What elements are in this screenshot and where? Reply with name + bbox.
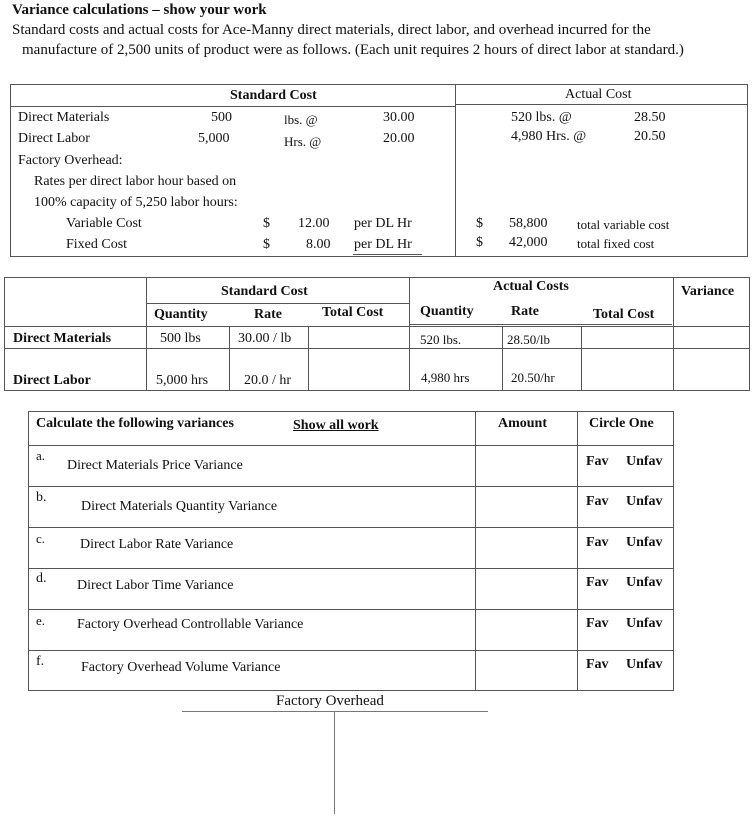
fav-option[interactable]: Fav	[586, 575, 609, 590]
variance-letter: c.	[36, 531, 46, 546]
variance-label: Direct Labor Time Variance	[77, 578, 234, 593]
variance-label: Factory Overhead Volume Variance	[81, 660, 281, 675]
table1-act-dl-rate: 20.50	[634, 129, 666, 144]
table1-dl-unit: Hrs. @	[284, 134, 322, 149]
table1-act-fix-label: total fixed cost	[577, 236, 655, 251]
table1-act-var-amt: 58,800	[509, 216, 548, 231]
unfav-option[interactable]: Unfav	[626, 494, 663, 509]
table1-dm-label: Direct Materials	[18, 110, 110, 125]
table1-fix-rate: 8.00	[306, 237, 331, 252]
table1-var-rate: 12.00	[298, 216, 330, 231]
table2-dl-act-qty: 4,980 hrs	[421, 370, 470, 385]
table1-dm-unit: lbs. @	[284, 112, 318, 127]
table2-dm-std-rate: 30.00 / lb	[238, 331, 292, 346]
table1-dm-qty: 500	[211, 110, 232, 125]
variance-letter: f.	[36, 654, 45, 669]
table2-act-total-col: Total Cost	[593, 307, 655, 322]
intro-line-2: manufacture of 2,500 units of product were as follows. (Each unit requires 2 hours of direct labor at standard.)	[22, 42, 684, 58]
table1-act-dm: 520 lbs. @	[511, 110, 572, 125]
table1-act-var-label: total variable cost	[577, 217, 670, 232]
table1-act-dl: 4,980 Hrs. @	[511, 129, 587, 144]
table1-dl-qty: 5,000	[198, 131, 230, 146]
table1-fix-dollar: $	[263, 237, 270, 252]
fav-option[interactable]: Fav	[586, 494, 609, 509]
variance-letter: b.	[36, 490, 47, 505]
variance-letter: a.	[36, 448, 46, 463]
fav-option[interactable]: Fav	[586, 535, 609, 550]
amount-column-header: Amount	[498, 416, 548, 431]
table1-fix-per: per DL Hr	[354, 237, 412, 252]
show-work-note: Show all work	[293, 418, 379, 433]
table1-fix-label: Fixed Cost	[66, 237, 128, 252]
fav-option[interactable]: Fav	[586, 616, 609, 631]
table1-dm-rate: 30.00	[383, 110, 415, 125]
table1-rates-line2: 100% capacity of 5,250 labor hours:	[34, 195, 238, 210]
variance-label: Direct Materials Quantity Variance	[81, 499, 278, 514]
fav-option[interactable]: Fav	[586, 454, 609, 469]
table1-var-label: Variable Cost	[66, 216, 142, 231]
table2-std-total-col: Total Cost	[322, 305, 384, 320]
table1-act-fix-dollar: $	[476, 235, 483, 250]
unfav-option[interactable]: Unfav	[626, 657, 663, 672]
variances-heading: Calculate the following variances	[36, 416, 234, 431]
table1-dl-rate: 20.00	[383, 131, 415, 146]
variance-label: Direct Materials Price Variance	[67, 458, 243, 473]
table1-var-per: per DL Hr	[354, 216, 412, 231]
table2-variance-header: Variance	[681, 284, 735, 299]
table2-std-rate-col: Rate	[254, 307, 282, 322]
unfav-option[interactable]: Unfav	[626, 575, 663, 590]
table2-actual-header: Actual Costs	[493, 279, 569, 294]
fav-option[interactable]: Fav	[586, 657, 609, 672]
table1-fo-label: Factory Overhead:	[18, 153, 123, 168]
unfav-option[interactable]: Unfav	[626, 616, 663, 631]
table2-std-quantity-col: Quantity	[154, 307, 208, 322]
variance-letter: e.	[36, 613, 46, 628]
intro-line-1: Standard costs and actual costs for Ace-Manny direct materials, direct labor, and overhead incurred for the	[12, 22, 651, 38]
unfav-option[interactable]: Unfav	[626, 454, 663, 469]
table2-act-quantity-col: Quantity	[420, 304, 474, 319]
unfav-option[interactable]: Unfav	[626, 535, 663, 550]
circle-one-column-header: Circle One	[589, 416, 654, 431]
table2-dm-label: Direct Materials	[13, 331, 112, 346]
table1-act-var-dollar: $	[476, 216, 483, 231]
table2-act-rate-col: Rate	[511, 304, 539, 319]
variance-letter: d.	[36, 571, 47, 586]
t-account-title: Factory Overhead	[276, 693, 384, 709]
table1-actual-header: Actual Cost	[565, 87, 632, 102]
table2-dm-act-rate: 28.50/lb	[507, 332, 550, 347]
page-title: Variance calculations – show your work	[12, 2, 267, 18]
table1-var-dollar: $	[263, 216, 270, 231]
table2-dl-std-rate: 20.0 / hr	[244, 373, 292, 388]
table1-act-fix-amt: 42,000	[509, 235, 548, 250]
table1-act-dm-rate: 28.50	[634, 110, 666, 125]
table1-standard-header: Standard Cost	[230, 88, 317, 103]
table1-rates-line1: Rates per direct labor hour based on	[34, 174, 237, 189]
table2-dm-std-qty: 500 lbs	[160, 331, 201, 346]
variance-label: Factory Overhead Controllable Variance	[77, 617, 304, 632]
table2-dm-act-qty: 520 lbs.	[420, 332, 462, 347]
table2-dl-act-rate: 20.50/hr	[511, 370, 555, 385]
table2-dl-std-qty: 5,000 hrs	[156, 373, 209, 388]
table2-dl-label: Direct Labor	[13, 373, 91, 388]
table1-dl-label: Direct Labor	[18, 131, 90, 146]
table2-standard-header: Standard Cost	[221, 284, 308, 299]
variance-label: Direct Labor Rate Variance	[80, 537, 234, 552]
